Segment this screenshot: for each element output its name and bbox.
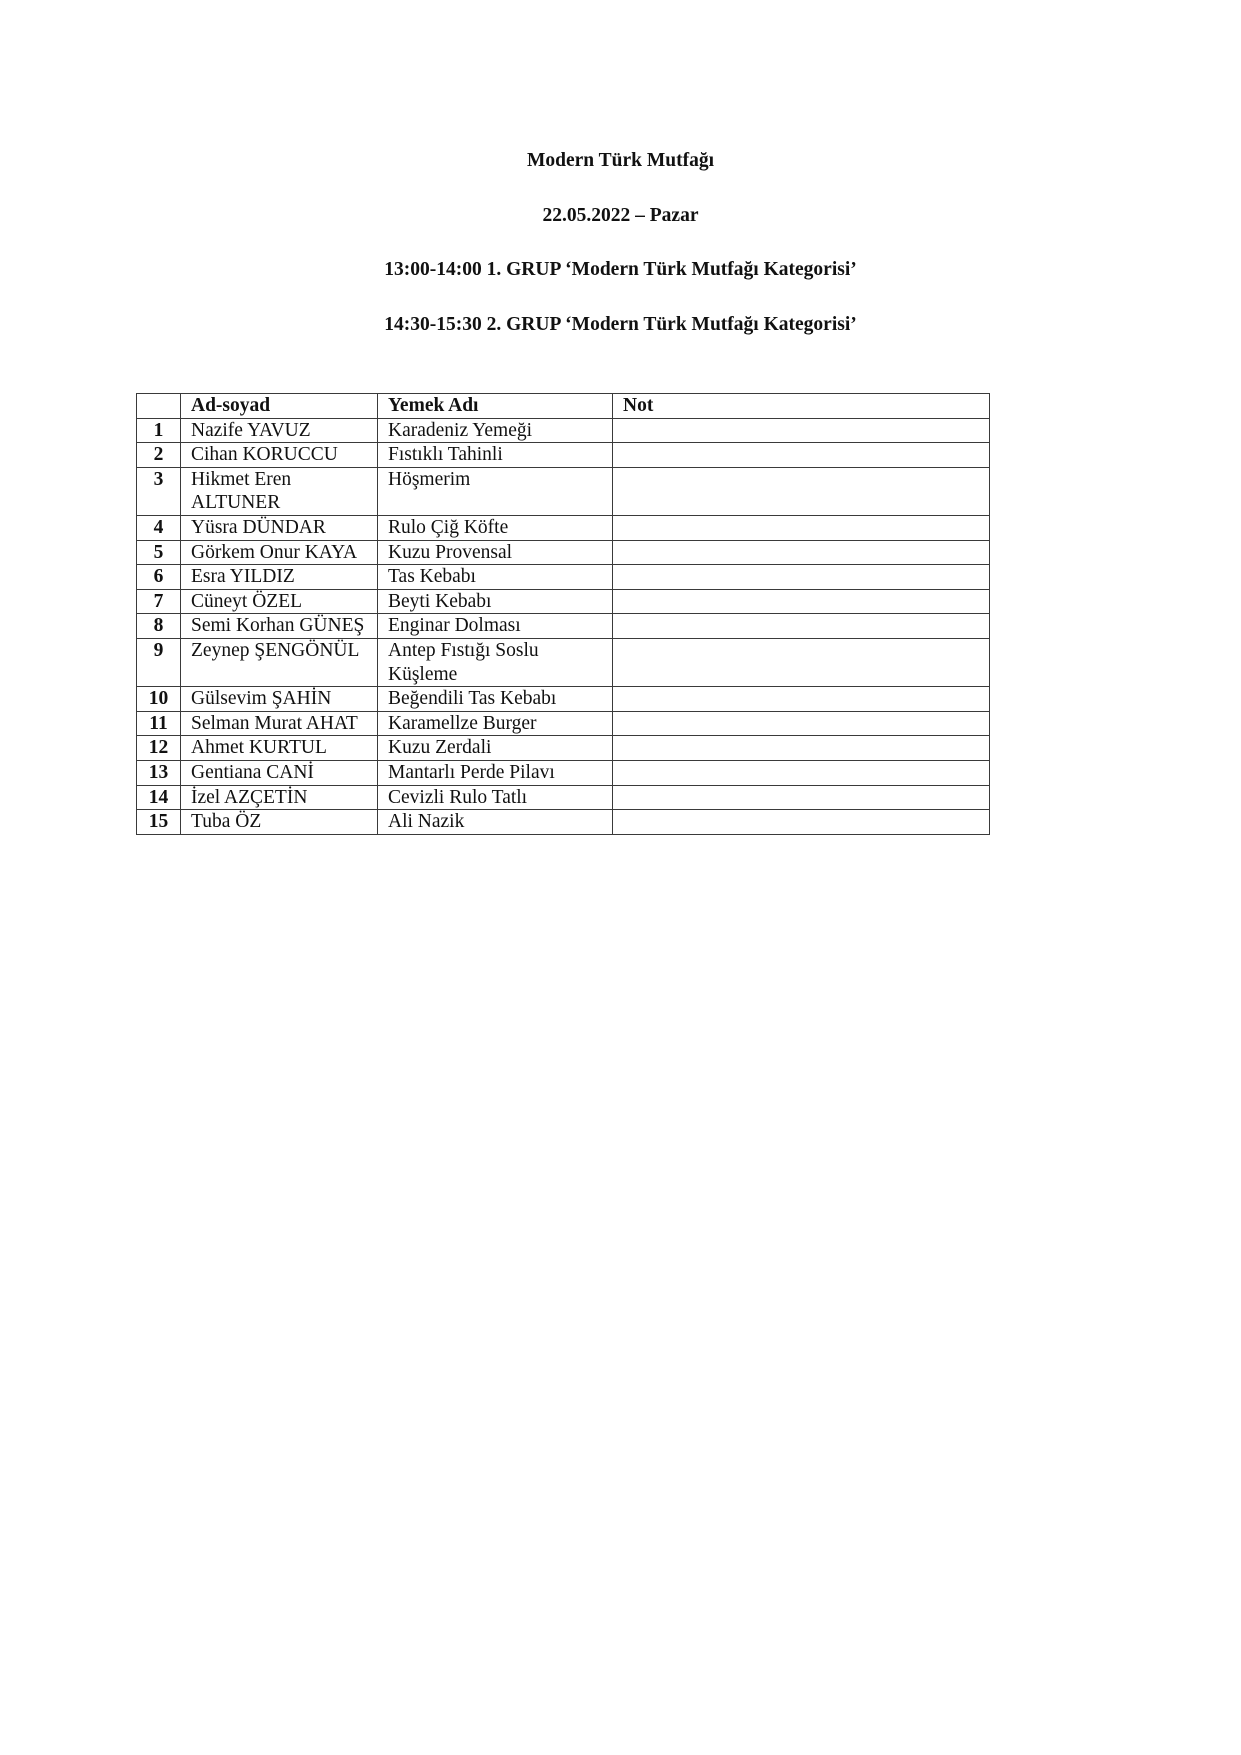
row-number: 15: [137, 810, 181, 835]
note-cell: [613, 760, 990, 785]
note-cell: [613, 443, 990, 468]
row-number: 3: [137, 467, 181, 515]
table-row: [137, 540, 990, 565]
note-cell: [613, 467, 990, 515]
row-number: 5: [137, 540, 181, 565]
header-name: Ad-soyad: [181, 394, 378, 419]
participant-name: Selman Murat AHAT: [181, 711, 378, 736]
table-row: [137, 687, 990, 712]
row-number: 8: [137, 614, 181, 639]
row-number: 7: [137, 589, 181, 614]
table-row: [137, 810, 990, 835]
participant-name: Semi Korhan GÜNEŞ: [181, 614, 378, 639]
header-number: [137, 394, 181, 419]
participant-name: Gentiana CANİ: [181, 760, 378, 785]
group-2-line: 14:30-15:30 2. GRUP ‘Modern Türk Mutfağı Kategorisi’: [384, 314, 857, 335]
note-cell: [613, 687, 990, 712]
row-number: 14: [137, 785, 181, 810]
dish-name: Beyti Kebabı: [378, 589, 613, 614]
header-note: Not: [613, 394, 990, 419]
table-header-row: [137, 394, 990, 419]
note-cell: [613, 614, 990, 639]
participant-name: İzel AZÇETİN: [181, 785, 378, 810]
participant-name: Gülsevim ŞAHİN: [181, 687, 378, 712]
row-number: 10: [137, 687, 181, 712]
note-cell: [613, 785, 990, 810]
row-number: 13: [137, 760, 181, 785]
dish-name: Höşmerim: [378, 467, 613, 515]
document-title: Modern Türk Mutfağı: [526, 150, 715, 171]
dish-name: Mantarlı Perde Pilavı: [378, 760, 613, 785]
table-row: [137, 515, 990, 540]
table-row: [137, 565, 990, 590]
participant-name: Esra YILDIZ: [181, 565, 378, 590]
participant-name: Hikmet Eren ALTUNER: [181, 467, 378, 515]
table-row: [137, 638, 990, 686]
dish-name: Karadeniz Yemeği: [378, 418, 613, 443]
dish-name: Rulo Çiğ Köfte: [378, 515, 613, 540]
row-number: 9: [137, 638, 181, 686]
table-row: [137, 467, 990, 515]
dish-name: Tas Kebabı: [378, 565, 613, 590]
row-number: 12: [137, 736, 181, 761]
note-cell: [613, 638, 990, 686]
note-cell: [613, 515, 990, 540]
participant-name: Cüneyt ÖZEL: [181, 589, 378, 614]
row-number: 6: [137, 565, 181, 590]
dish-name: Kuzu Provensal: [378, 540, 613, 565]
table-row: [137, 760, 990, 785]
header-dish: Yemek Adı: [378, 394, 613, 419]
dish-name: Kuzu Zerdali: [378, 736, 613, 761]
dish-name: Enginar Dolması: [378, 614, 613, 639]
dish-name: Karamellze Burger: [378, 711, 613, 736]
row-number: 4: [137, 515, 181, 540]
note-cell: [613, 565, 990, 590]
date-line: 22.05.2022 – Pazar: [542, 205, 699, 226]
participant-name: Tuba ÖZ: [181, 810, 378, 835]
note-cell: [613, 540, 990, 565]
participant-name: Nazife YAVUZ: [181, 418, 378, 443]
table-row: [137, 443, 990, 468]
table-row: [137, 589, 990, 614]
dish-name: Ali Nazik: [378, 810, 613, 835]
group-1-line: 13:00-14:00 1. GRUP ‘Modern Türk Mutfağı Kategorisi’: [384, 259, 857, 280]
participant-table: [136, 393, 990, 835]
participant-name: Zeynep ŞENGÖNÜL: [181, 638, 378, 686]
dish-name: Cevizli Rulo Tatlı: [378, 785, 613, 810]
table-row: [137, 711, 990, 736]
table-row: [137, 614, 990, 639]
note-cell: [613, 711, 990, 736]
participant-name: Görkem Onur KAYA: [181, 540, 378, 565]
row-number: 2: [137, 443, 181, 468]
participant-name: Yüsra DÜNDAR: [181, 515, 378, 540]
note-cell: [613, 589, 990, 614]
participant-name: Cihan KORUCCU: [181, 443, 378, 468]
dish-name: Beğendili Tas Kebabı: [378, 687, 613, 712]
dish-name: Antep Fıstığı Soslu Küşleme: [378, 638, 613, 686]
participant-name: Ahmet KURTUL: [181, 736, 378, 761]
row-number: 11: [137, 711, 181, 736]
note-cell: [613, 418, 990, 443]
row-number: 1: [137, 418, 181, 443]
note-cell: [613, 736, 990, 761]
table-row: [137, 736, 990, 761]
table-row: [137, 785, 990, 810]
table-row: [137, 418, 990, 443]
dish-name: Fıstıklı Tahinli: [378, 443, 613, 468]
note-cell: [613, 810, 990, 835]
